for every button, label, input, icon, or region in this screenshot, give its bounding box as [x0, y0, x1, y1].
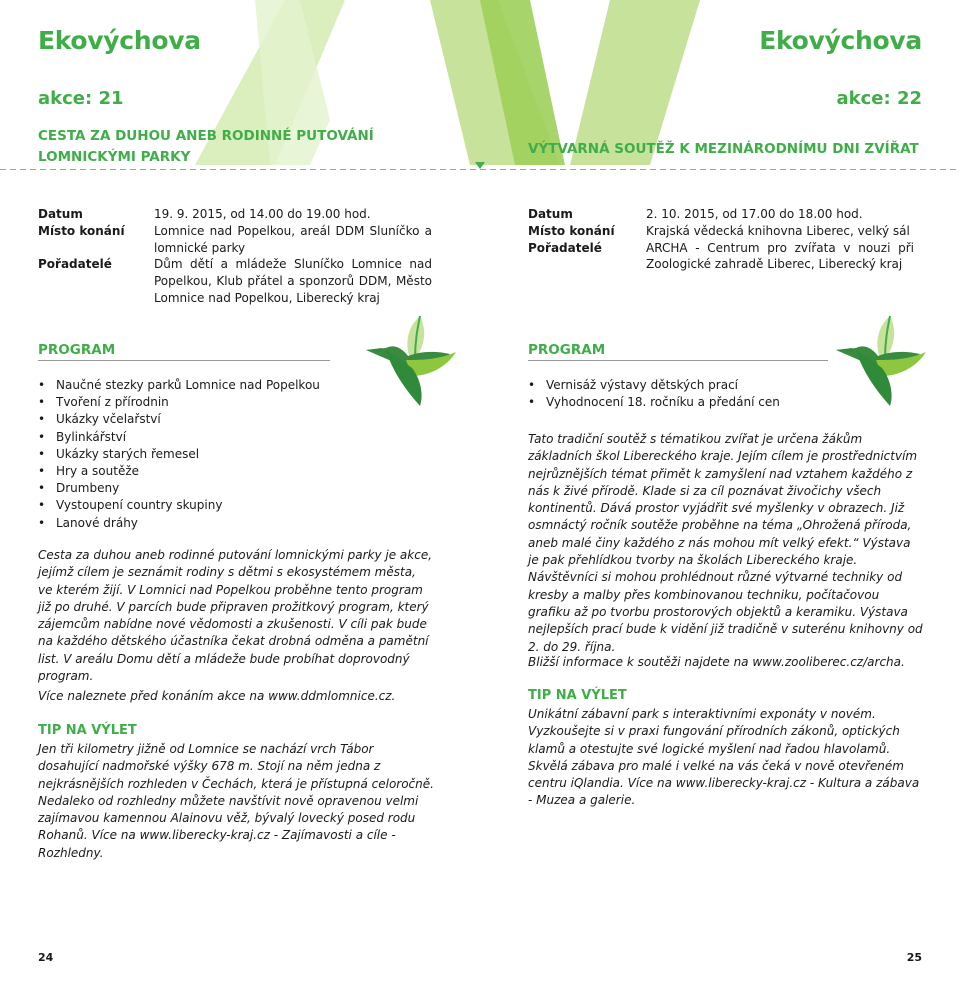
info-label: Pořadatelé: [528, 240, 602, 255]
info-label: Datum: [528, 207, 573, 221]
list-item: • Naučné stezky parků Lomnice nad Popelkou: [38, 377, 320, 394]
list-item: • Ukázky starých řemesel: [38, 446, 320, 463]
event-description: Tato tradiční soutěž s tématikou zvířat je určena žákům základních škol Libereckého kraje. Jejím cílem je prostřednictvím nejrůznějších témat přimět k zamyšlení nad vztahem každého z nás k živé přírodě. Klade si za cíl poznávat živočichy všech kontinentů. Dává prostor vyjádřit své myšlenky v obrazech. Již osmnáctý ročník soutěže proběhne na téma „Ohrožená příroda, aneb malé činy každého z nás mohou mít velký efekt.“ Výstava je pak přehlídkou tvorby na školách Libereckého kraje. Návštěvníci si mohou prohlédnout různé výtvarné techniky od kresby a malby přes kombinovanou techniku, počítačovou grafiku až po tvorbu prostorových objektů a keramiku. Výstava nejlepších prací bude k vidění již tradičně v suterénu knihovny od 2. do 29. října.: [528, 432, 923, 654]
list-item: • Tvoření z přírodnin: [38, 394, 320, 411]
list-item: • Drumbeny: [38, 480, 320, 497]
program-list: [528, 377, 780, 411]
right-page: [480, 0, 960, 988]
event-description: Cesta za duhou aneb rodinné putování lomnickými parky je akce, jejímž cílem je seznámit rodiny s dětmi s ekosystémem města, ve kterém žijí. V Lomnici nad Popelkou proběhne tento program již po druhé. V parcích bude připraven prožitkový program, který zájemcům nabídne nové vědomosti a zkušenosti. V cíli pak bude na každého dětského účastníka čekat drobná odměna a pamětní list. V areálu Domu dětí a mládeže bude probíhat doprovodný program.: [38, 548, 433, 684]
info-label: Pořadatelé: [38, 257, 112, 272]
list-item: • Bylinkářství: [38, 429, 320, 446]
info-value: 2. 10. 2015, od 17.00 do 18.00 hod.: [646, 207, 863, 221]
info-label: Datum: [38, 207, 83, 221]
hummingbird-logo: [828, 310, 938, 420]
event-info: [38, 206, 432, 307]
program-list: [38, 377, 320, 532]
list-item: • Ukázky včelařství: [38, 411, 320, 428]
info-value: 19. 9. 2015, od 14.00 do 19.00 hod.: [154, 207, 371, 221]
info-row-organizers: [528, 240, 914, 274]
more-info: Více naleznete před konáním akce na www.ddmlomnice.cz.: [38, 689, 396, 703]
info-label: Místo konání: [38, 223, 125, 238]
info-label: Místo konání: [528, 223, 615, 238]
program-rule: [38, 360, 330, 361]
info-value: Krajská vědecká knihovna Liberec, velký sál: [646, 223, 910, 238]
program-rule: [528, 360, 828, 361]
page-number: 25: [906, 951, 922, 964]
program-heading: PROGRAM: [528, 342, 606, 358]
tip-text: Jen tři kilometry jižně od Lomnice se nachází vrch Tábor dosahující nadmořské výšky 678 m. Stojí na něm jedna z nejkrásnějších rozhleden v Čechách, která je přístupná celoročně. Nedaleko od rozhledny můžete navštívit nově opravenou velmi zajímavou kamennou Alainovu věž, bývalý lovecký posed rodu Rohanů. Více na www.liberecky-kraj.cz - Zajímavosti a cíle - Rozhledny.: [38, 742, 434, 860]
list-item: • Vernisáž výstavy dětských prací: [528, 377, 780, 394]
event-title: VÝTVARNÁ SOUTĚŽ K MEZINÁRODNÍMU DNI ZVÍŘAT: [528, 141, 919, 157]
tip-text: Unikátní zábavní park s interaktivními exponáty v novém. Vyzkoušejte si v praxi fungování přírodních zákonů, optických klamů a otestujte své logické myšlení nad řadou hlavolamů. Skvělá zábava pro malé i velké na vás čeká v nově otevřeném centru iQlandia. Více na www.liberecky-kraj.cz - Kultura a zábava - Muzea a galerie.: [528, 707, 920, 808]
event-title-line-1: CESTA ZA DUHOU ANEB RODINNÉ PUTOVÁNÍ: [38, 128, 374, 144]
list-item: • Lanové dráhy: [38, 515, 320, 532]
page-number: 24: [38, 951, 54, 964]
event-title: [38, 126, 418, 168]
event-number: akce: 22: [836, 88, 922, 109]
info-row-place: [38, 223, 432, 257]
info-row-date: [528, 206, 914, 223]
info-row-date: [38, 206, 432, 223]
program-heading: PROGRAM: [38, 342, 116, 358]
tip-heading: TIP NA VÝLET: [528, 688, 627, 703]
event-title-line-2: LOMNICKÝMI PARKY: [38, 149, 191, 165]
info-row-organizers: [38, 256, 432, 306]
brand-title: Ekovýchova: [38, 26, 201, 55]
list-item: • Vystoupení country skupiny: [38, 497, 320, 514]
event-info: [528, 206, 914, 273]
info-value: Lomnice nad Popelkou, areál DDM Sluníčko a lomnické parky: [154, 223, 432, 255]
hummingbird-logo: [358, 310, 468, 420]
list-item: • Hry a soutěže: [38, 463, 320, 480]
info-value: ARCHA - Centrum pro zvířata v nouzi při Zoologické zahradě Liberec, Liberecký kraj: [646, 240, 914, 272]
event-number: akce: 21: [38, 88, 124, 109]
brand-title: Ekovýchova: [759, 26, 922, 55]
list-item: • Vyhodnocení 18. ročníku a předání cen: [528, 394, 780, 411]
more-info: Bližší informace k soutěži najdete na www.zooliberec.cz/archa.: [528, 655, 905, 669]
info-value: Dům dětí a mládeže Sluníčko Lomnice nad Popelkou, Klub přátel a sponzorů DDM, Město Lomnice nad Popelkou, Liberecký kraj: [154, 257, 432, 305]
info-row-place: [528, 223, 914, 240]
tip-heading: TIP NA VÝLET: [38, 723, 137, 738]
